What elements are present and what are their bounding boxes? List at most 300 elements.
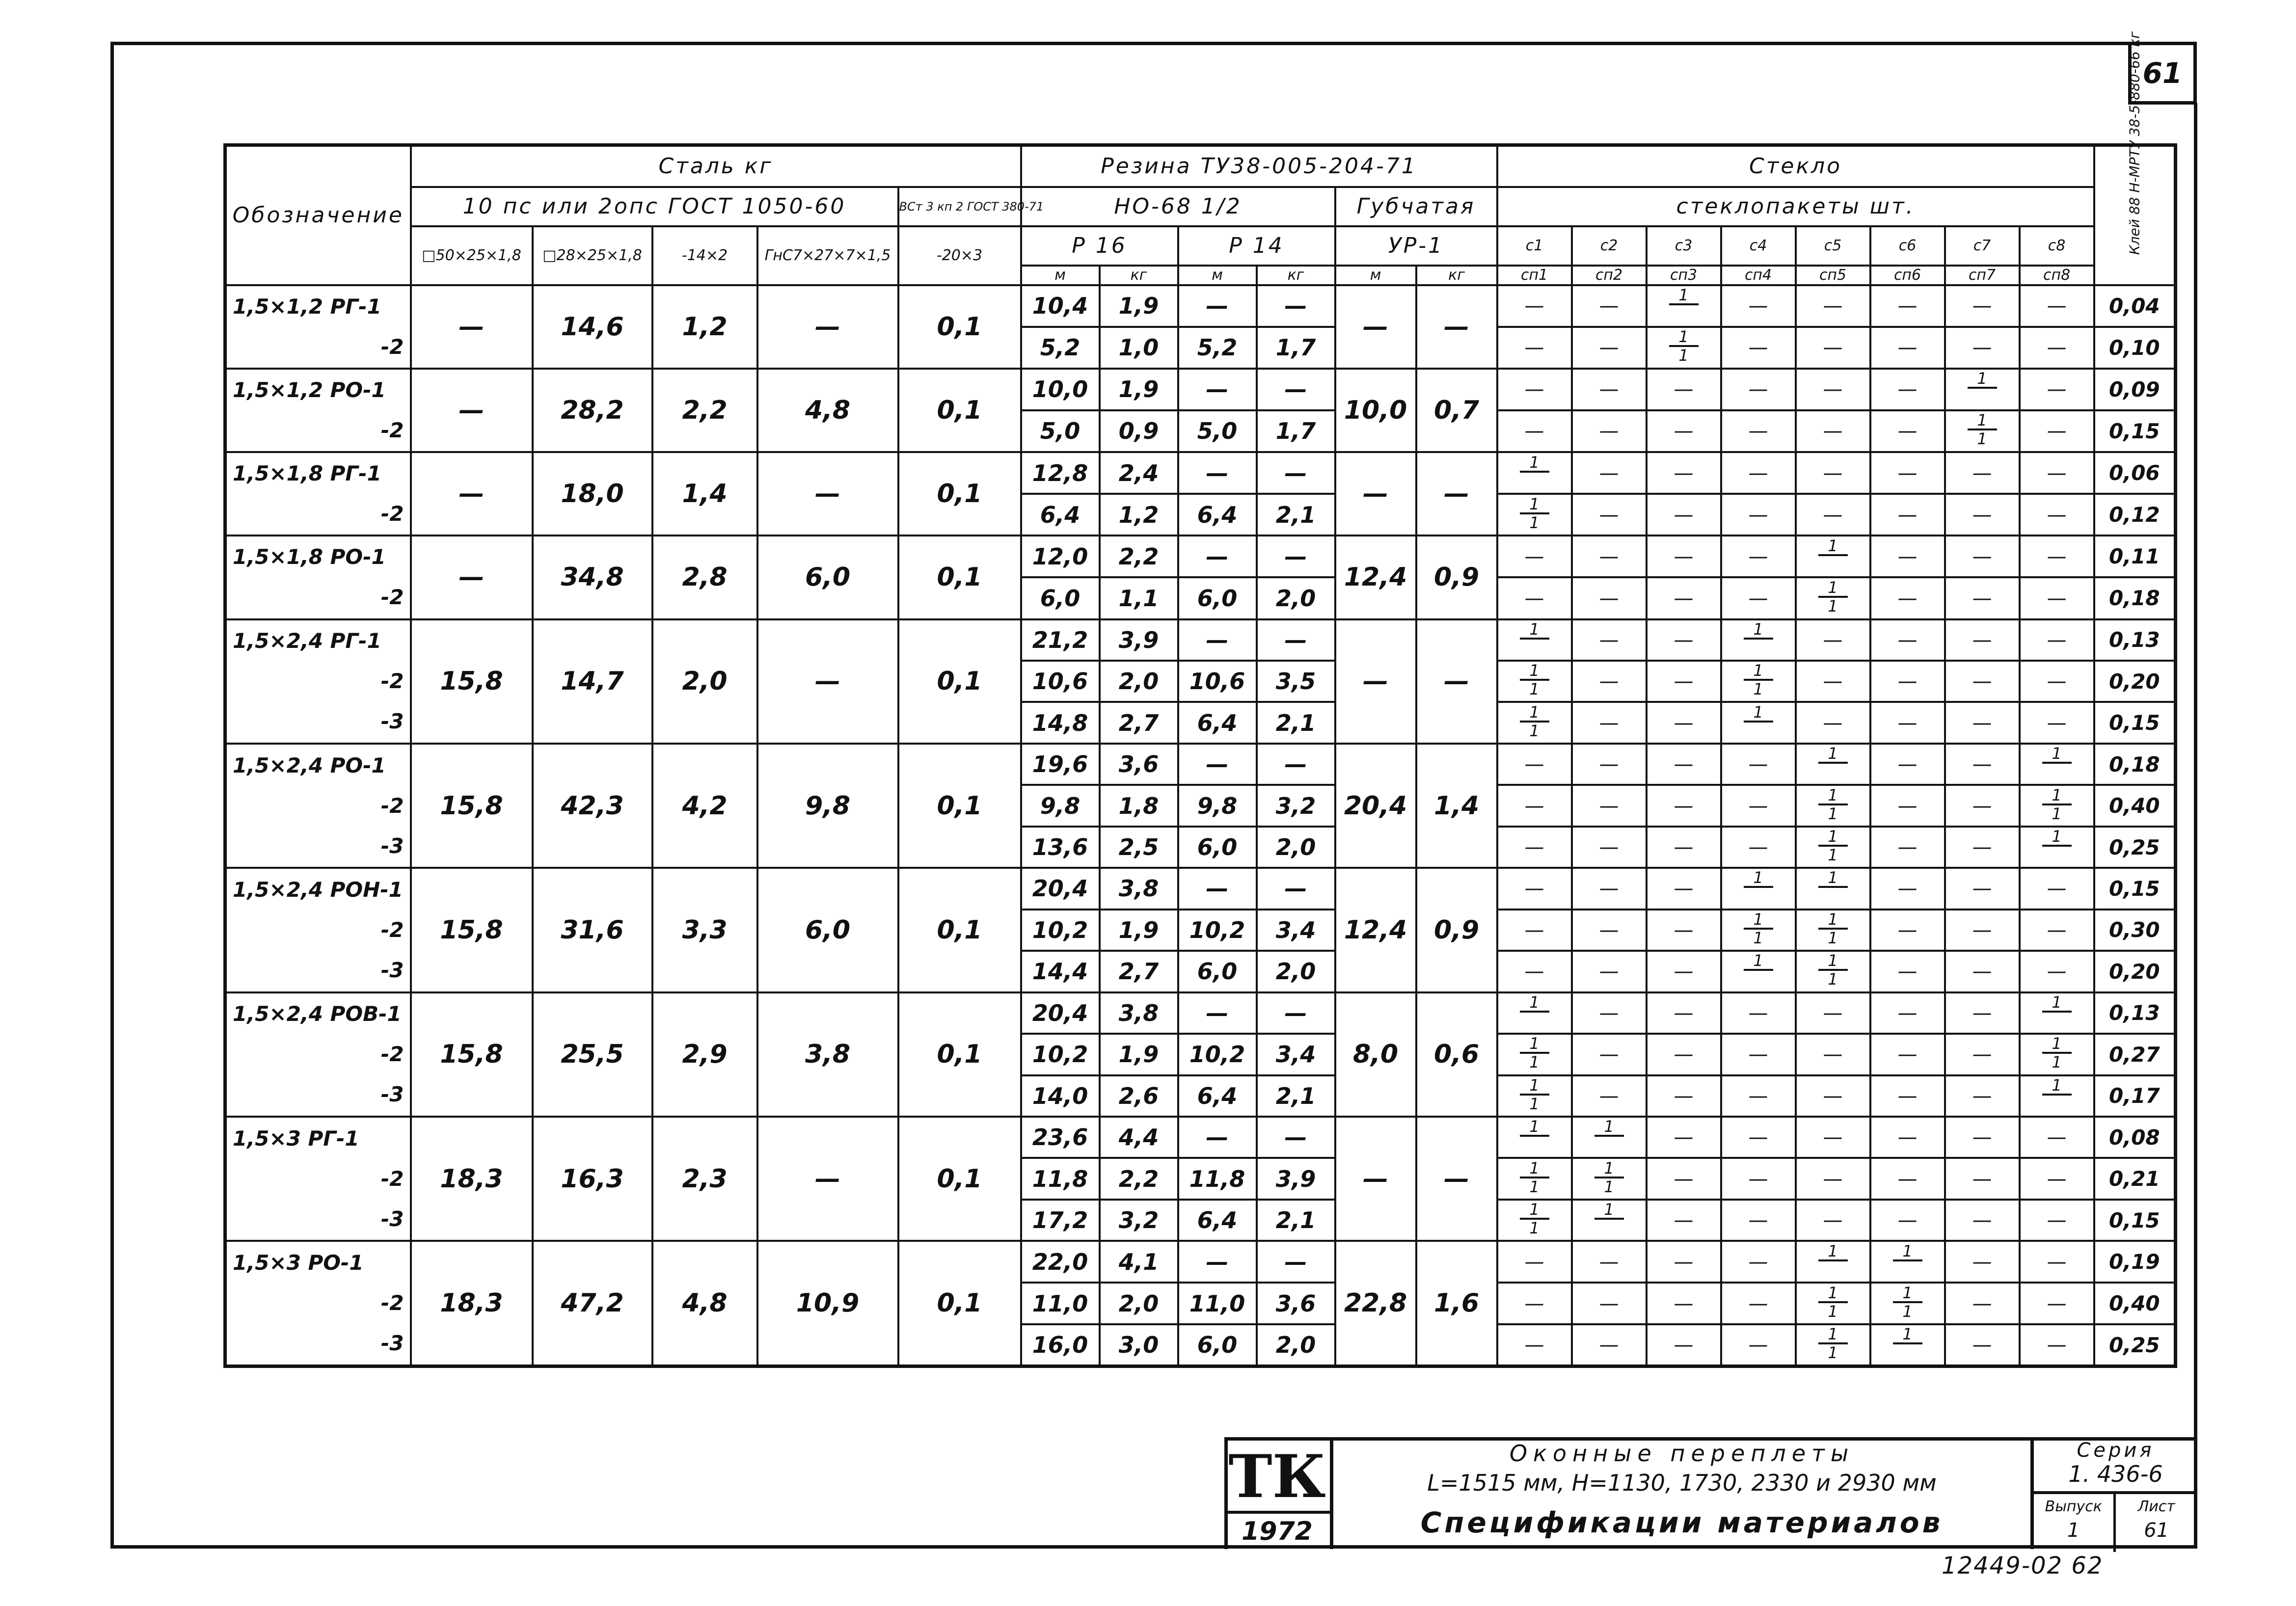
glass-cell: — [1647,577,1721,619]
glass-cell [2020,992,2094,1034]
rubber-value-2: 2,5 [1100,827,1178,868]
rubber-value-3: 6,4 [1178,1200,1257,1241]
glass-pack-count: 1 [1828,846,1838,865]
glass-count: 1 [1828,1283,1838,1302]
glass-cell: — [1572,910,1647,951]
rubber-value-1: 11,0 [1021,1283,1100,1324]
glass-cell [1572,1158,1647,1199]
glass-pack-count [1830,887,1835,906]
glass-pack-count [2054,846,2059,864]
glass-cell: — [1721,577,1796,619]
series-label: Серия [2077,1439,2155,1462]
glass-cell: — [1647,1241,1721,1283]
glass-pack-count [1830,1260,1835,1279]
glass-cell: — [1796,1200,1870,1241]
glass-cell: — [2020,1241,2094,1283]
glass-cell: — [2020,619,2094,661]
glass-count: 1 [1977,369,1987,388]
glass-pack-count: 1 [1529,1094,1540,1113]
rubber-value-4: 3,5 [1257,661,1335,702]
rubber-value-3: 11,8 [1178,1158,1257,1199]
glass-cell: — [2020,285,2094,327]
rubber-value-2: 4,1 [1100,1241,1178,1283]
glass-fraction [1744,661,1773,699]
header-steel: Сталь кг [411,145,1021,187]
glass-cell [1497,1158,1572,1199]
glass-cell: — [1572,868,1647,909]
rubber-value-3: — [1178,744,1257,785]
glass-cell: — [1721,327,1796,369]
header-steel-standard: 10 пс или 2опс ГОСТ 1050-60 [411,187,898,226]
glass-cell [1870,1283,1945,1324]
glass-fraction [1818,1285,1848,1319]
designation-main: 1,5×1,2 РГ-1 [233,294,381,319]
glass-fraction [2042,992,2072,1028]
glass-cell: — [1572,661,1647,702]
glass-fraction [1744,953,1773,987]
steel-value-2: 42,3 [533,744,652,868]
glass-cell: — [1870,285,1945,327]
rubber-value-4: 1,7 [1257,410,1335,452]
glass-cell: — [1647,494,1721,535]
glass-cell [1796,785,1870,826]
glass-count: 1 [1753,910,1763,929]
designation-cell [225,369,411,452]
rubber-value-3: 9,8 [1178,785,1257,826]
header-steel-col-3: -14×2 [652,226,757,285]
glass-count: 1 [2052,827,2062,846]
title-block-series [2030,1437,2197,1549]
designation-cell [225,285,411,369]
porous-rubber-kg: 0,7 [1416,369,1497,452]
glass-cell: — [1721,1241,1796,1283]
steel-value-5: 0,1 [898,535,1021,619]
glass-count: 1 [1529,702,1540,722]
glue-value: 0,10 [2094,327,2176,369]
glass-cell: — [1721,410,1796,452]
rubber-value-4: 3,9 [1257,1158,1335,1199]
materials-spec-table [223,31,2177,1368]
glass-cell: — [1647,619,1721,661]
glass-cell: — [1945,1158,2020,1199]
steel-value-1: — [411,285,533,369]
glass-cell: — [1945,1324,2020,1366]
rubber-value-3: 6,4 [1178,1075,1257,1117]
title-line-1: Оконные переплеты [1509,1440,1855,1467]
header-unit-m: м [1178,266,1257,285]
table-row [225,1117,2176,1158]
glass-cell: — [1497,1241,1572,1283]
porous-rubber-kg: 0,9 [1416,868,1497,992]
glass-cell: — [1572,619,1647,661]
glass-cell [1497,702,1572,743]
rubber-value-3: 6,0 [1178,1324,1257,1366]
glass-cell: — [1796,1034,1870,1075]
steel-value-1: 15,8 [411,992,533,1117]
glue-value: 0,15 [2094,1200,2176,1241]
glass-fraction [1594,1158,1624,1196]
glass-cell: — [2020,369,2094,410]
glass-cell: — [1497,744,1572,785]
rubber-value-4: 1,7 [1257,327,1335,369]
glass-pack-count: 1 [1529,513,1540,532]
glass-count: 1 [1678,327,1689,347]
glass-cell [1796,910,1870,951]
glass-pack-count: 1 [1828,1302,1838,1321]
glass-cell: — [2020,410,2094,452]
porous-rubber-kg: — [1416,452,1497,535]
designation-cell [225,992,411,1117]
glass-pack-count: 1 [1828,1343,1838,1363]
glass-cell: — [1647,1034,1721,1075]
designation-variant: -2 [380,1291,404,1315]
glass-pack-count: 1 [1977,429,1987,449]
glass-cell: — [1647,661,1721,702]
designation-main: 1,5×3 РО-1 [233,1251,364,1275]
porous-rubber-kg: 0,6 [1416,992,1497,1117]
glass-cell [1647,327,1721,369]
steel-value-5: 0,1 [898,452,1021,535]
glass-count: 1 [1977,411,1987,430]
rubber-value-2: 2,0 [1100,661,1178,702]
glass-fraction [1818,1325,1848,1363]
porous-rubber-m: — [1335,619,1416,744]
rubber-value-3: 6,4 [1178,702,1257,743]
glass-cell [2020,744,2094,785]
title-line-3: Спецификации материалов [1420,1506,1944,1539]
glass-fraction [1818,1241,1848,1277]
table-row [225,369,2176,410]
glass-cell: — [1870,1075,1945,1117]
glass-pack-count: 1 [1753,928,1763,947]
glass-fraction [2042,746,2072,779]
glass-pack-count [1532,472,1537,490]
porous-rubber-kg: — [1416,285,1497,369]
rubber-value-2: 3,8 [1100,992,1178,1034]
glass-cell: — [2020,702,2094,743]
glass-count: 1 [1529,619,1540,639]
steel-value-5: 0,1 [898,1241,1021,1366]
designation-variant: -2 [380,334,404,359]
glass-count: 1 [1753,702,1763,722]
table-row [225,285,2176,327]
glass-cell: — [1945,951,2020,992]
rubber-value-4: — [1257,535,1335,577]
glass-count: 1 [2052,992,2062,1012]
glass-cell: — [1870,702,1945,743]
glue-value: 0,15 [2094,868,2176,909]
glass-count: 1 [1604,1158,1614,1178]
rubber-value-1: 5,0 [1021,410,1100,452]
glass-cell [1796,827,1870,868]
glue-value: 0,13 [2094,992,2176,1034]
glass-cell: — [1796,327,1870,369]
rubber-value-3: 6,0 [1178,951,1257,992]
glass-cell: — [1572,577,1647,619]
glass-cell [2020,1075,2094,1117]
glass-fraction [1520,619,1549,655]
glass-pack-count [1756,887,1760,906]
steel-value-3: 2,3 [652,1117,757,1241]
rubber-value-4: 3,2 [1257,785,1335,826]
glass-cell: — [1796,992,1870,1034]
glass-pack-count [1830,763,1835,781]
designation-main: 1,5×1,8 РГ-1 [233,461,381,486]
rubber-value-3: — [1178,452,1257,494]
glass-pack-count [1532,1136,1537,1154]
glue-value: 0,11 [2094,535,2176,577]
header-row-2 [225,187,2176,226]
glass-cell: — [1497,369,1572,410]
glass-cell: — [1572,1241,1647,1283]
steel-value-3: 2,2 [652,369,757,452]
rubber-value-4: 2,1 [1257,702,1335,743]
steel-value-4: 6,0 [757,868,898,992]
glass-count: 1 [1828,827,1838,846]
steel-value-1: — [411,369,533,452]
glass-cell: — [1945,785,2020,826]
glass-pack-count [1606,1219,1611,1237]
glass-fraction [1744,912,1773,945]
rubber-value-2: 1,9 [1100,910,1178,951]
glass-pack-count [2054,1095,2059,1113]
glass-count: 1 [1828,868,1838,887]
glass-cell: — [1721,1200,1796,1241]
rubber-value-3: — [1178,868,1257,909]
glass-cell: — [1497,1283,1572,1324]
glass-cell: — [1721,744,1796,785]
glass-cell: — [2020,1283,2094,1324]
glass-count: 1 [1529,992,1540,1012]
glass-cell: — [1945,285,2020,327]
glass-fraction [1520,661,1549,699]
rubber-value-1: 14,4 [1021,951,1100,992]
glass-cell: — [1796,369,1870,410]
glass-fraction [1818,785,1848,823]
steel-value-4: — [757,285,898,369]
steel-value-1: 15,8 [411,868,533,992]
glass-cell: — [1870,327,1945,369]
glass-cell: — [1647,744,1721,785]
glass-cell: — [1945,494,2020,535]
archive-code: 12449-02 62 [1942,1552,2104,1579]
glass-pack-count: 1 [1753,680,1763,699]
glass-fraction [1520,1075,1549,1113]
glass-count: 1 [1753,619,1763,639]
glass-pack-count [1756,970,1760,989]
glass-cell: — [1497,535,1572,577]
designation-variant: -2 [380,917,404,942]
rubber-value-1: 22,0 [1021,1241,1100,1283]
header-glass: Стекло [1497,145,2094,187]
glass-cell: — [1796,452,1870,494]
rubber-value-1: 10,2 [1021,910,1100,951]
glass-fraction [1520,1200,1549,1238]
designation-main: 1,5×2,4 РОВ-1 [233,1002,402,1026]
header-glass-col-2: с2 [1572,226,1647,266]
rubber-value-2: 2,6 [1100,1075,1178,1117]
glass-cell [1721,702,1796,743]
glass-cell: — [1647,1324,1721,1366]
glass-cell: — [1870,744,1945,785]
glass-count: 1 [1529,453,1540,472]
glass-cell: — [1870,868,1945,909]
rubber-value-2: 2,0 [1100,1283,1178,1324]
glass-pack-count: 1 [1828,596,1838,616]
glass-cell: — [1796,702,1870,743]
glass-fraction [1818,953,1848,987]
glass-cell [2020,827,2094,868]
steel-value-2: 16,3 [533,1117,652,1241]
rubber-value-4: 2,0 [1257,1324,1335,1366]
glass-cell: — [1572,744,1647,785]
glass-cell: — [2020,535,2094,577]
glass-cell: — [1647,1075,1721,1117]
rubber-value-4: — [1257,868,1335,909]
rubber-value-2: 2,2 [1100,535,1178,577]
steel-value-5: 0,1 [898,744,1021,868]
designation-variant: -2 [380,1042,404,1067]
glass-fraction [1968,411,1997,449]
glass-cell [1497,661,1572,702]
glass-cell: — [1945,910,2020,951]
rubber-value-1: 5,2 [1021,327,1100,369]
glue-value: 0,20 [2094,951,2176,992]
glass-cell: — [1870,1158,1945,1199]
steel-value-2: 18,0 [533,452,652,535]
porous-rubber-kg: 0,9 [1416,535,1497,619]
glass-pack-count [1905,1343,1910,1362]
rubber-value-1: 13,6 [1021,827,1100,868]
rubber-value-4: — [1257,452,1335,494]
designation-cell [225,744,411,868]
rubber-value-1: 10,6 [1021,661,1100,702]
steel-value-5: 0,1 [898,1117,1021,1241]
glass-cell [1572,1117,1647,1158]
steel-value-1: 18,3 [411,1241,533,1366]
rubber-value-1: 6,0 [1021,577,1100,619]
rubber-value-2: 1,9 [1100,285,1178,327]
steel-value-1: 15,8 [411,744,533,868]
rubber-value-2: 4,4 [1100,1117,1178,1158]
header-unit-kg: кг [1100,266,1178,285]
glue-value: 0,25 [2094,1324,2176,1366]
designation-variant: -2 [380,793,404,818]
glass-cell: — [1870,577,1945,619]
steel-value-4: — [757,1117,898,1241]
glass-fraction [1520,1158,1549,1196]
steel-value-1: — [411,452,533,535]
rubber-value-4: — [1257,1241,1335,1283]
table-row [225,535,2176,577]
steel-value-4: — [757,452,898,535]
glass-fraction [2042,785,2072,823]
title-line-2: L=1515 мм, Н=1130, 1730, 2330 и 2930 мм [1427,1470,1937,1496]
rubber-value-1: 16,0 [1021,1324,1100,1366]
glass-count: 1 [1828,536,1838,555]
glass-cell: — [1572,327,1647,369]
steel-value-5: 0,1 [898,285,1021,369]
steel-value-4: — [757,619,898,744]
glass-cell: — [1647,868,1721,909]
steel-value-5: 0,1 [898,619,1021,744]
designation-variant: -2 [380,502,404,526]
rubber-value-2: 3,6 [1100,744,1178,785]
glass-cell: — [1945,868,2020,909]
glass-fraction [1520,494,1549,532]
header-steel-col-2: □28×25×1,8 [533,226,652,285]
rubber-value-1: 21,2 [1021,619,1100,661]
glass-cell: — [1647,827,1721,868]
glass-cell: — [1647,702,1721,743]
glass-fraction [1520,992,1549,1028]
glass-cell [2020,785,2094,826]
rubber-value-1: 10,4 [1021,285,1100,327]
glass-count: 1 [1828,1325,1838,1344]
glass-cell: — [1647,1158,1721,1199]
header-glass-col-8: с8 [2020,226,2094,266]
glass-count: 1 [2052,744,2062,763]
glass-cell: — [1870,452,1945,494]
steel-value-3: 4,2 [652,744,757,868]
glass-fraction [1893,1241,1922,1277]
rubber-value-1: 9,8 [1021,785,1100,826]
designation-variant: -3 [380,833,404,858]
glass-cell [1796,868,1870,909]
porous-rubber-kg: 1,6 [1416,1241,1497,1366]
rubber-value-1: 14,8 [1021,702,1100,743]
rubber-value-1: 11,8 [1021,1158,1100,1199]
glass-cell [1796,951,1870,992]
glass-cell: — [2020,1324,2094,1366]
glass-cell: — [1497,1324,1572,1366]
header-glue-text: Клей 88 Н-МРТУ 38-5-880-66 кг [2126,31,2142,255]
porous-rubber-kg: — [1416,619,1497,744]
header-glass-unit-col-8: сп8 [2020,266,2094,285]
glass-fraction [1818,870,1848,904]
glass-pack-count [1532,1012,1537,1030]
rubber-value-4: — [1257,285,1335,327]
header-glass-col-7: с7 [1945,226,2020,266]
rubber-value-2: 1,0 [1100,327,1178,369]
rubber-value-2: 1,8 [1100,785,1178,826]
header-unit-m: м [1021,266,1100,285]
header-glass-unit-col-7: сп7 [1945,266,2020,285]
header-rubber-col-3: УР-1 [1335,226,1497,266]
porous-rubber-m: 10,0 [1335,369,1416,452]
glass-cell: — [1647,951,1721,992]
glass-cell: — [1721,535,1796,577]
glass-cell [1497,1034,1572,1075]
glass-cell: — [1945,827,2020,868]
glue-value: 0,40 [2094,785,2176,826]
glass-pack-count [1606,1136,1611,1154]
designation-cell [225,1241,411,1366]
glass-cell [1497,1200,1572,1241]
glass-cell [1796,1241,1870,1283]
glass-cell: — [1497,577,1572,619]
glass-cell: — [1870,827,1945,868]
glass-cell: — [1721,1117,1796,1158]
glass-fraction [2042,1036,2072,1070]
rubber-value-4: 2,0 [1257,951,1335,992]
glass-pack-count: 1 [1604,1177,1614,1196]
header-unit-m: м [1335,266,1416,285]
steel-value-3: 4,8 [652,1241,757,1366]
glass-count: 1 [1529,1117,1540,1136]
designation-variant: -2 [380,1166,404,1191]
glass-fraction [1669,329,1699,363]
